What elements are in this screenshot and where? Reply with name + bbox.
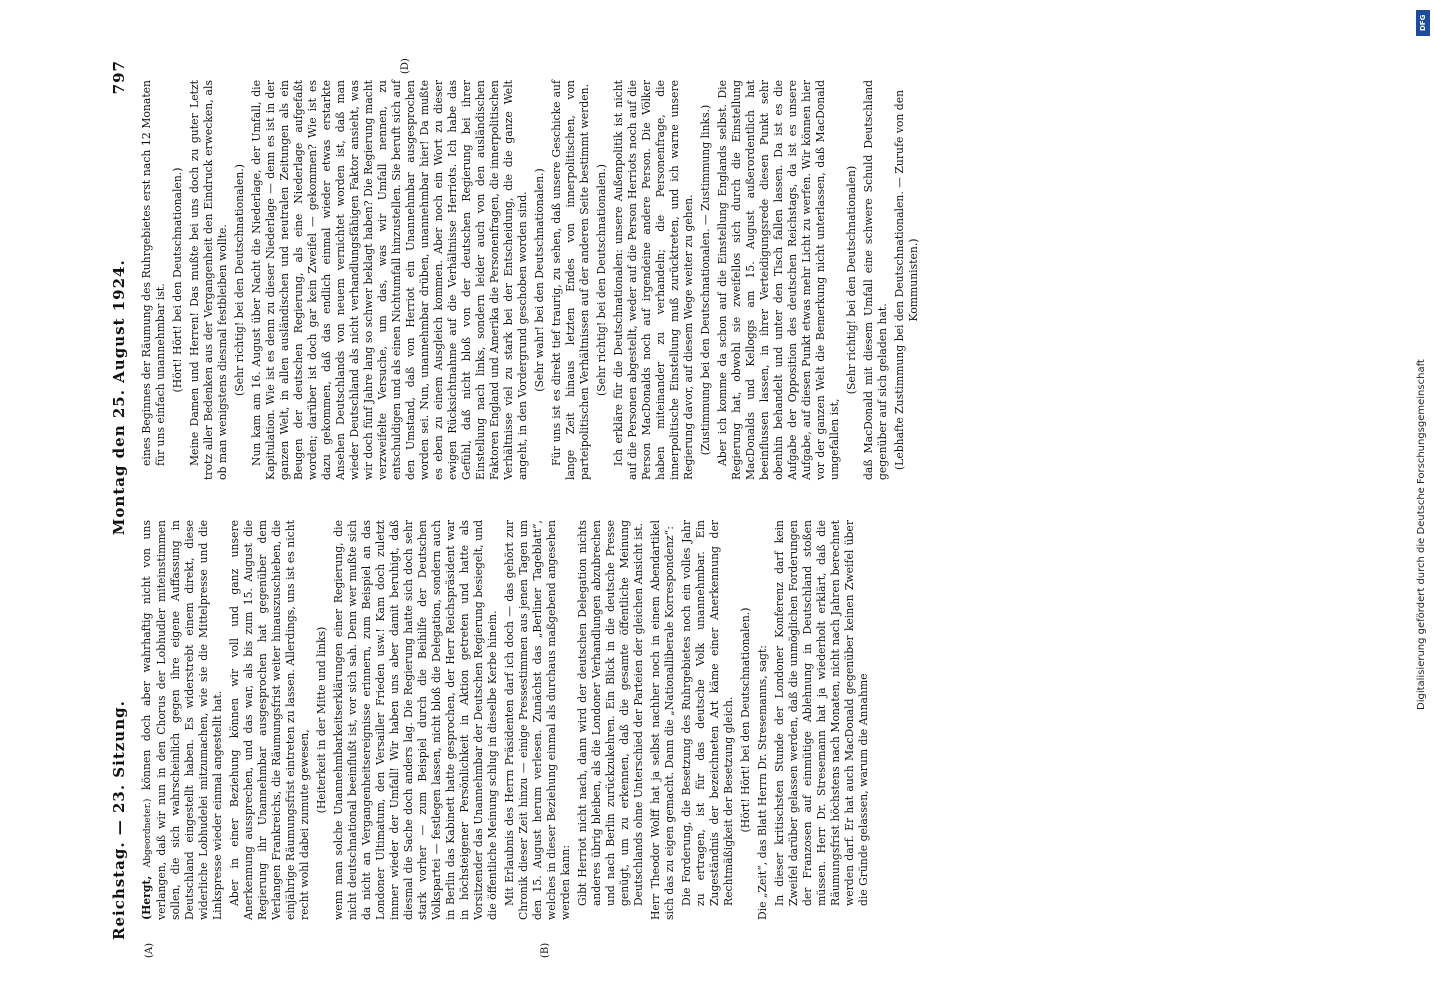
header-date: Montag den 25. August 1924. [110, 259, 128, 536]
paragraph: Aber in einer Beziehung können wir voll und ganz unsere Anerkennung aussprechen, und das war, als bis zum 15. August die Regierung ihr Unannehmbar ausgesprochen hat gegenüber dem Verlangen Frankreichs, die Räumungsfrist weiter hinauszuschieben, die einjährige Räumungsfrist eintreten zu lassen. Allerdings, uns ist es nicht recht wohl dabei zumute gewesen, [228, 520, 311, 920]
paragraph: Für uns ist es direkt tief traurig, zu sehen, daß unsere Geschicke auf lange Zeit hinaus letzten Endes von innerpolitischen, von parteipolitischen Verhältnissen auf der anderen Seite bestimmt werden. [550, 80, 591, 480]
paragraph: Meine Damen und Herren! Das mußte bei uns doch zu guter Letzt trotz aller Bedenken aus der Vergangenheit den Eindruck erwecken, als ob man wenigstens diesmal festbleiben wollte. [188, 80, 229, 480]
digitization-credit: Digitalisierung gefördert durch die Deutsche Forschungsgemeinschaft [1416, 359, 1427, 710]
interjection: (Lebhafte Zustimmung bei den Deutschnationalen. — Zurufe von den Kommunisten.) [893, 89, 920, 471]
speaker-line [140, 520, 225, 920]
quotation: Gibt Herriot nicht nach, dann wird der deutschen Delegation nichts anderes übrig bleiben, als die Londoner Verhandlungen abzubrechen und nach Berlin zurückzukehren. Ein Blick in die deutsche Presse genügt, um zu erkennen, daß die gesamte öffentliche Meinung Deutschlands ohne Unterschied der Parteien der gleichen Ansicht ist. [576, 520, 645, 906]
interjection: (Heiterkeit in der Mitte und links) [315, 626, 328, 814]
interjection: (Zustimmung bei den Deutschnationalen. — Zustimmung links.) [699, 104, 712, 456]
quotation: Die Forderung, die Besetzung des Ruhrgebietes noch ein volles Jahr zu ertragen, ist für das deutsche Volk unannehmbar. Ein Zugeständnis der bezeichneten Art käme einer Anerkennung der Rechtmäßigkeit der Besetzung gleich. [680, 520, 735, 906]
interjection: (Sehr richtig! bei den Deutschnationalen.) [233, 164, 246, 396]
marker-d: (D) [400, 58, 411, 74]
quotation: In dieser kritischsten Stunde der Londoner Konferenz darf kein Zweifel darüber gelassen werden, daß die unmöglichen Forderungen der Franzosen auf einmütige Ablehnung in Deutschland stoßen müssen. Herr Dr. Stresemann hat ja wiederholt erklärt, daß die Räumungsfrist höchstens nach Monaten, nicht nach Jahren berechnet werden darf. Er hat auch MacDonald gegenüber keinen Zweifel über die Gründe gelassen, warum die Annahme [773, 520, 870, 906]
quotation: eines Beginnes der Räumung des Ruhrgebietes erst nach 12 Monaten für uns einfach unannehmbar ist. [140, 80, 167, 466]
paragraph: Nun kam am 16. August über Nacht die Niederlage, der Umfall, die Kapitulation. Wie ist es denn zu dieser Niederlage — denn es ist in der ganzen Welt, in allen ausländischen und neutralen Zeitungen als ein Beugen der deutschen Regierung, als eine Niederlage aufgefaßt worden; darüber ist doch gar kein Zweifel — gekommen? Wie ist es dazu gekommen, daß das endlich einmal wieder etwas erstarkte Ansehen Deutschlands von neuem vernichtet worden ist, daß man wieder Deutschland als nicht verhandlungsfähigen Faktor ansieht, was wir doch fünf Jahre lang so schwer beklagt haben? Die Regierung macht verzweifelte Versuche, um das, was wir Umfall nennen, zu entschuldigen und als einen Nichtumfall hinzustellen. Sie beruft sich auf den Umstand, daß von Herriot ein Unannehmbar ausgesprochen worden sei. Nun, unannehmbar drüben, unannehmbar hier! Da mußte es eben zu einem Ausgleich kommen. Aber noch ein Wort zu dieser ewigen Rücksichtnahme auf die Verhältnisse Herriots. Ich habe das Gefühl, daß nicht bloß von der deutschen Regierung bei ihrer Einstellung nach links, sondern leider auch von den ausländischen Faktoren England und Amerika die Personenfragen, die innerpolitischen Verhältnisse viel zu stark bei der Entscheidung, die die ganze Welt angeht, in den Vordergrund geschoben worden sind. [250, 80, 529, 480]
interjection: (Hört! Hört! bei den Deutschnationalen.) [739, 607, 752, 833]
right-column [140, 80, 920, 480]
marker-b: (B) [540, 942, 551, 958]
document-page [100, 58, 920, 958]
page-number: 797 [110, 60, 128, 95]
paragraph: daß MacDonald mit diesem Umfall eine schwere Schuld Deutschland gegenüber auf sich geladen hat. [862, 80, 889, 480]
paragraph: Herr Theodor Wolff hat ja selbst nachher noch in einem Abendartikel sich das zu eigen gemacht. Dann die „Nationalliberale Korrespondenz“: [649, 520, 676, 920]
header-left: Reichstag. — 23. Sitzung. [110, 700, 128, 940]
page-header [100, 60, 128, 940]
interjection: (Sehr wahr! bei den Deutschnationalen.) [533, 168, 546, 392]
interjection: (Hört! Hört! bei den Deutschnationalen.) [171, 167, 184, 393]
speaker-name: (Hergt, [140, 875, 153, 920]
paragraph: Ich erkläre für die Deutschnationalen: unsere Außenpolitik ist nicht auf die Personen abgestellt, weder auf die Person Herriots noch auf die Person MacDonalds noch auf irgendeine andere Person. Die Völker haben miteinander zu verhandeln; die Personenfrage, die innerpolitische Einstellung muß zurücktreten, und ich warne unsere Regierung davor, auf diesem Wege weiter zu gehen. [612, 80, 695, 480]
paragraph: können doch aber wahrhaftig nicht von uns verlangen, daß wir nun in den Chorus der Lobhudler miteinstimmen sollen, die sich wahrscheinlich gegen ihre eigene Auffassung in Deutschland eingestellt haben. Es widerstrebt einem direkt, diese widerliche Lobhudelei mitzumachen, wie sie die Mittelpresse und die Linkspresse wieder einmal angestellt hat. [140, 520, 224, 920]
marker-a: (A) [144, 942, 155, 958]
left-column [140, 520, 870, 920]
interjection: (Sehr richtig! bei den Deutschnationalen.) [595, 164, 608, 396]
dfg-logo: DFG [1416, 10, 1430, 36]
paragraph: wenn man solche Unannehmbarkeitserklärungen einer Regierung, die nicht deutschnational beeinflußt ist, vor sich sah. Denn wer mußte sich da nicht an Vergangenheitsereignisse erinnern, zum Beispiel an das Londoner Ultimatum, den Versailler Frieden usw.! Kam doch zuletzt immer wieder der Umfall! Wir haben uns aber damit beruhigt, daß diesmal die Sache doch anders lag. Die Regierung hatte sich doch sehr stark vorher — zum Beispiel durch die Beihilfe der Deutschen Volkspartei — festlegen lassen, nicht bloß die Delegation, sondern auch in Berlin das Kabinett hatte gesprochen, der Herr Reichspräsident war in höchsteigener Persönlichkeit in Aktion getreten und hatte als Vorsitzender das Unannehmbar der Deutschen Regierung besiegelt, und die öffentliche Meinung schlug in dieselbe Kerbe hinein. [332, 520, 499, 920]
interjection: (Sehr richtig! bei den Deutschnationalen) [845, 165, 858, 395]
paragraph: Aber ich komme da schon auf die Einstellung Englands selbst. Die Regierung hat, obwohl sie zweifellos sich durch die Einstellung MacDonalds und Kelloggs am 15. August außerordentlich hat beeinflussen lassen, in ihrer Verteidigungsrede diesen Punkt sehr obenhin behandelt und unter den Tisch fallen lassen. Da ist es die Aufgabe der Opposition des deutschen Reichstags, da ist es unsere Aufgabe, auf diesen Punkt etwas mehr Licht zu werfen. Wir können hier vor der ganzen Welt die Bemerkung nicht unterlassen, daß MacDonald umgefallen ist, [716, 80, 841, 480]
speaker-role: Abgeordneter.) [143, 798, 153, 868]
digitization-sidebar [1414, 10, 1434, 990]
paragraph: Die „Zeit“, das Blatt Herrn Dr. Stresemanns, sagt: [756, 645, 769, 920]
paragraph: Mit Erlaubnis des Herrn Präsidenten darf ich doch — das gehört zur Chronik dieser Zeit hinzu — einige Pressestimmen aus jenen Tagen um den 15. August herum verlesen. Zunächst das „Berliner Tageblatt“, welches in dieser Beziehung einmal als durchaus maßgebend angesehen werden kann: [503, 520, 572, 920]
